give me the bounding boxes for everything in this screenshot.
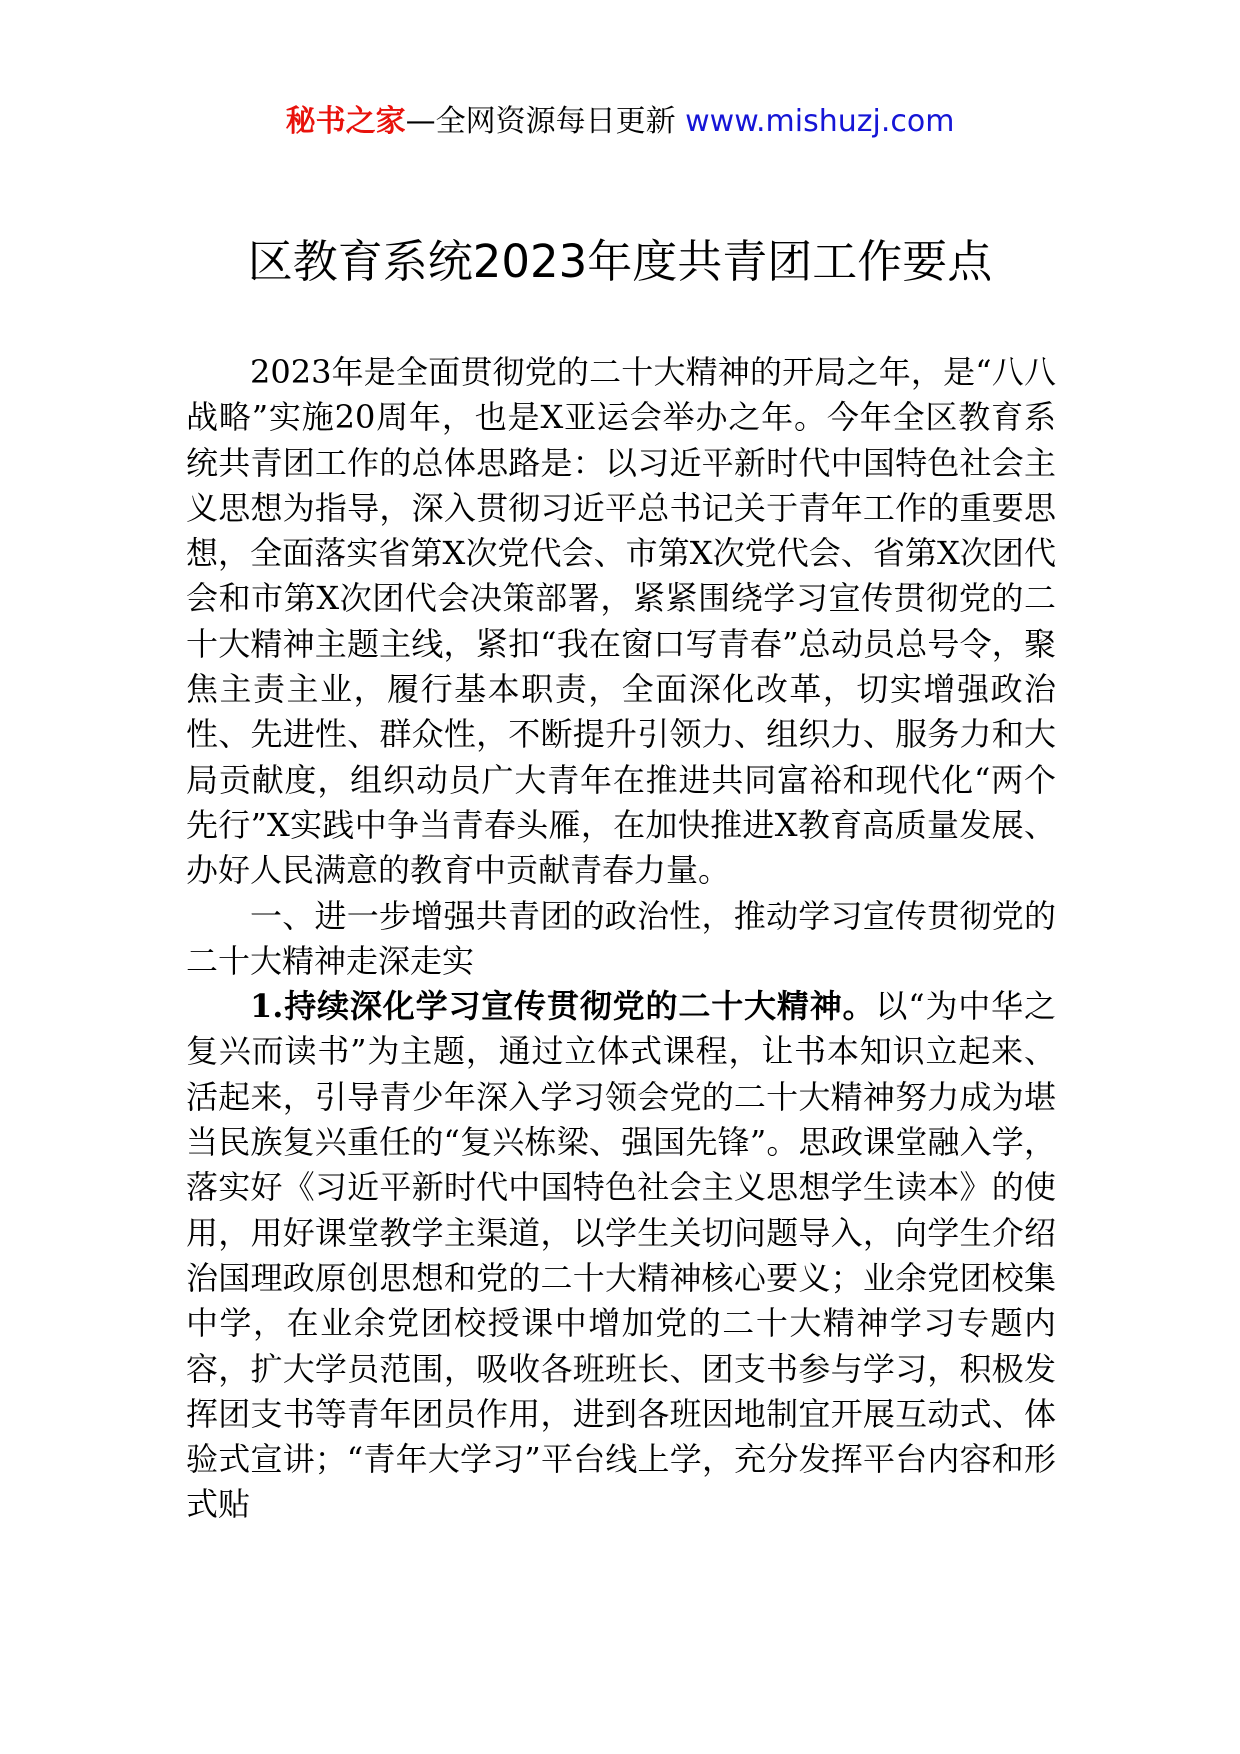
section-heading: 一、进一步增强共青团的政治性，推动学习宣传贯彻党的二十大精神走深走实 <box>186 896 1056 980</box>
item-lead: 1.持续深化学习宣传贯彻党的二十大精神。 <box>250 987 876 1026</box>
site-header <box>0 100 1240 144</box>
document-title: 区教育系统2023年度共青团工作要点 <box>247 235 993 288</box>
intro-paragraph: 2023年是全面贯彻党的二十大精神的开局之年，是“八八战略”实施20周年，也是X亚运会举办之年。今年全区教育系统共青团工作的总体思路是：以习近平新时代中国特色社会主义思想为指导，深入贯彻习近平总书记关于青年工作的重要思想，全面落实省第X次党代会、市第X次党代会、省第X次团代会和市第X次团代会决策部署，紧紧围绕学习宣传贯彻党的二十大精神主题主线，紧扣“我在窗口写青春”总动员总号令，聚焦主责主业，履行基本职责，全面深化改革，切实增强政治性、先进性、群众性，不断提升引领力、组织力、服务力和大局贡献度，组织动员广大青年在推进共同富裕和现代化“两个先行”X实践中争当青春头雁，在加快推进X教育高质量发展、办好人民满意的教育中贡献青春力量。 <box>186 353 1056 890</box>
site-url[interactable]: www.mishuzj.com <box>685 104 955 139</box>
document-body <box>186 350 1056 1528</box>
item-paragraph <box>186 984 1056 1528</box>
site-brand: 秘书之家 <box>285 104 406 139</box>
item-body: 以“为中华之复兴而读书”为主题，通过立体式课程，让书本知识立起来、活起来，引导青少年深入学习领会党的二十大精神努力成为堪当民族复兴重任的“复兴栋梁、强国先锋”。思政课堂融入学，落实好《习近平新时代中国特色社会主义思想学生读本》的使用，用好课堂教学主渠道，以学生关切问题导入，向学生介绍治国理政原创思想和党的二十大精神核心要义；业余党团校集中学，在业余党团校授课中增加党的二十大精神学习专题内容，扩大学员范围，吸收各班班长、团支书参与学习，积极发挥团支书等青年团员作用，进到各班因地制宜开展互动式、体验式宣讲；“青年大学习”平台线上学，充分发挥平台内容和形式贴 <box>186 987 1056 1524</box>
site-tagline: —全网资源每日更新 <box>405 104 676 139</box>
